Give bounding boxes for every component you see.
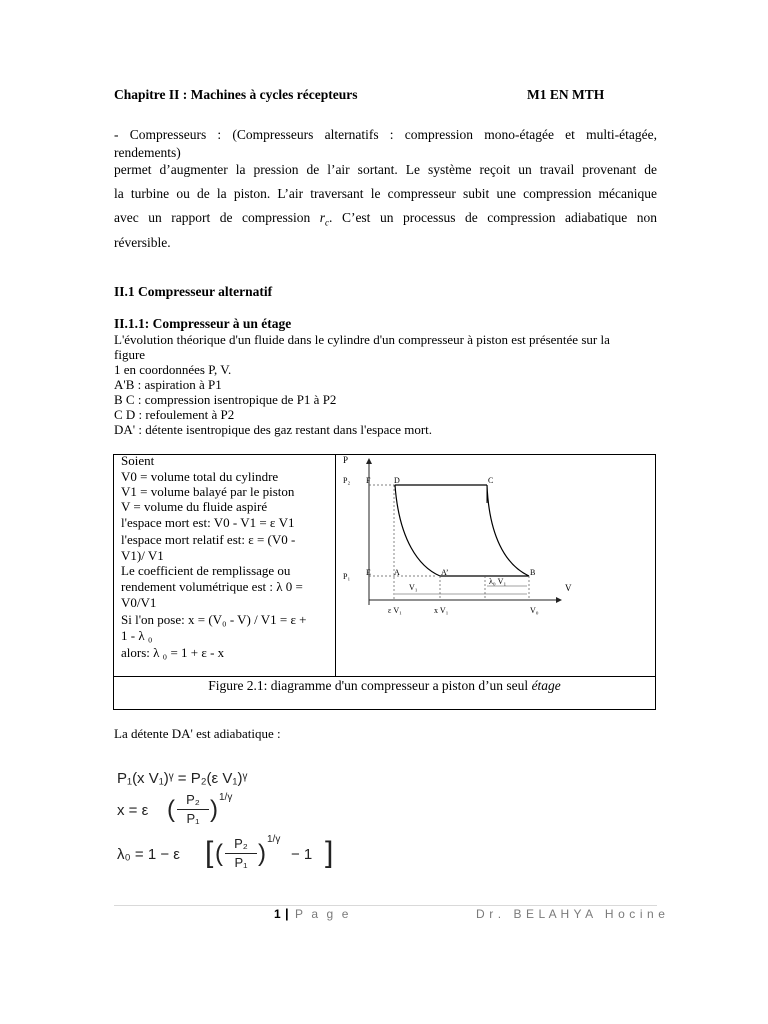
section-line-1: L'évolution théorique d'un fluide dans le cylindre d'un compresseur à piston est présentée sur la (114, 332, 610, 347)
intro-line-5-end: . C’est un processus de compression adiabatique non (329, 210, 657, 225)
equation-3-exponent: 1/γ (267, 834, 281, 845)
section-heading: II.1 Compresseur alternatif (114, 284, 273, 299)
section-line-7: DA' : détente isentropique des gaz restant dans l'espace mort. (114, 422, 433, 437)
box-line-7: V1)/ V1 (121, 548, 164, 563)
box-line-13: alors: λ ₀ = 1 + ε - x (121, 645, 225, 660)
point-d-label: D (394, 476, 400, 485)
compression-ratio-symbol: $r_c$ (319, 210, 330, 228)
box-line-11: Si l'on pose: x = (V₀ - V) / V1 = ε + (121, 612, 307, 627)
equation-1: P₁(x V₁)ᵞ = P₂(ε V₁)ᵞ (117, 770, 248, 787)
box-line-10: V0/V1 (121, 595, 157, 610)
point-b-label: B (530, 568, 536, 577)
intro-line-5-start: avec un rapport de compression (114, 210, 320, 225)
equation-2-denominator: P₁ (186, 811, 200, 826)
box-line-4: V = volume du fluide aspiré (121, 499, 268, 514)
figure-caption (113, 678, 656, 694)
equation-3-open-paren: ( (215, 840, 223, 867)
p-axis-label: P (343, 455, 349, 465)
section-line-2: figure (114, 347, 146, 362)
lambda-v1-label: λ₀ V₁ (489, 577, 507, 586)
box-line-6: l'espace mort relatif est: ε = (V0 - (121, 532, 296, 547)
box-line-9: rendement volumétrique est : λ 0 = (121, 579, 303, 594)
intro-line-1: - Compresseurs : (Compresseurs alternatifs : compression mono-étagée et multi-étagée, (114, 127, 657, 142)
intro-line-3: permet d’augmenter la pression de l’air sortant. Le système reçoit un travail provenant de (114, 162, 657, 177)
caption-text: Figure 2.1: diagramme d'un compresseur a piston d’un seul (208, 678, 532, 693)
caption-italic: étage (531, 678, 561, 693)
da-expansion-curve (395, 485, 440, 576)
equation-2-exponent: 1/γ (219, 792, 233, 803)
equation-3-open-bracket: [ (205, 836, 214, 869)
equation-3-denominator: P₁ (234, 855, 248, 870)
p2-label: P₂ (343, 476, 351, 485)
point-e-label: E (366, 568, 371, 577)
equation-3-numerator: P₂ (234, 836, 248, 851)
point-f-label: F (366, 476, 371, 485)
point-c-label: C (488, 476, 494, 485)
equation-2-close-paren: ) (210, 796, 218, 823)
equation-3-lhs: λ₀ = 1 − ε (117, 846, 180, 863)
section-line-4: A'B : aspiration à P1 (114, 377, 222, 392)
v1-label: V₁ (409, 583, 418, 592)
adiabatic-statement: La détente DA' est adiabatique : (114, 726, 281, 741)
p1-label: P₁ (343, 572, 351, 581)
equation-2-numerator: P₂ (186, 792, 200, 807)
equation-3-minus-one: − 1 (291, 846, 313, 863)
equation-2-fraction-bar (177, 809, 209, 810)
page-number: 1 (274, 907, 281, 921)
footer-separator: | (285, 906, 289, 921)
box-line-3: V1 = volume balayé par le piston (121, 484, 295, 499)
x-v1-label: x V₁ (434, 606, 449, 615)
v0-label: V₀ (530, 606, 539, 615)
footer-author: D r . B E L A H Y A H o c i n e (476, 907, 666, 921)
box-line-2: V0 = volume total du cylindre (121, 469, 279, 484)
equation-2-open-paren: ( (167, 796, 175, 823)
eps-v1-label: ε V₁ (388, 606, 402, 615)
intro-line-6: réversible. (114, 235, 171, 250)
v-axis-label: V (565, 583, 572, 593)
section-line-5: B C : compression isentropique de P1 à P2 (114, 392, 337, 407)
equation-3-close-paren: ) (258, 840, 266, 867)
subsection-heading: II.1.1: Compresseur à un étage (114, 316, 292, 331)
section-line-6: C D : refoulement à P2 (114, 407, 235, 422)
footer-rule (114, 905, 657, 906)
point-a-prime-label: A’ (441, 568, 449, 577)
table-column-divider (335, 454, 336, 677)
equation-2-lhs: x = ε (117, 802, 149, 819)
intro-line-2: rendements) (114, 145, 181, 160)
chapter-title: Chapitre II : Machines à cycles récepteurs (114, 87, 358, 102)
page-word: P a g e (295, 907, 352, 921)
table-row-divider (113, 676, 656, 677)
box-line-1: Soient (121, 453, 155, 468)
intro-line-4: la turbine ou de la piston. L’air traversant le compresseur subit une compression mécanique (114, 186, 657, 201)
pv-diagram (337, 455, 655, 675)
course-code: M1 EN MTH (527, 87, 605, 102)
box-line-8: Le coefficient de remplissage ou (121, 563, 291, 578)
box-line-12: 1 - λ ₀ (121, 628, 153, 643)
section-line-3: 1 en coordonnées P, V. (114, 362, 232, 377)
bc-compression-curve (487, 485, 529, 576)
equation-3-fraction-bar (225, 853, 257, 854)
point-a-label: A (394, 568, 400, 577)
equations-image (115, 770, 345, 882)
box-line-5: l'espace mort est: V0 - V1 = ε V1 (121, 515, 295, 530)
equation-3-close-bracket: ] (325, 836, 334, 869)
intro-line-5 (114, 210, 657, 228)
